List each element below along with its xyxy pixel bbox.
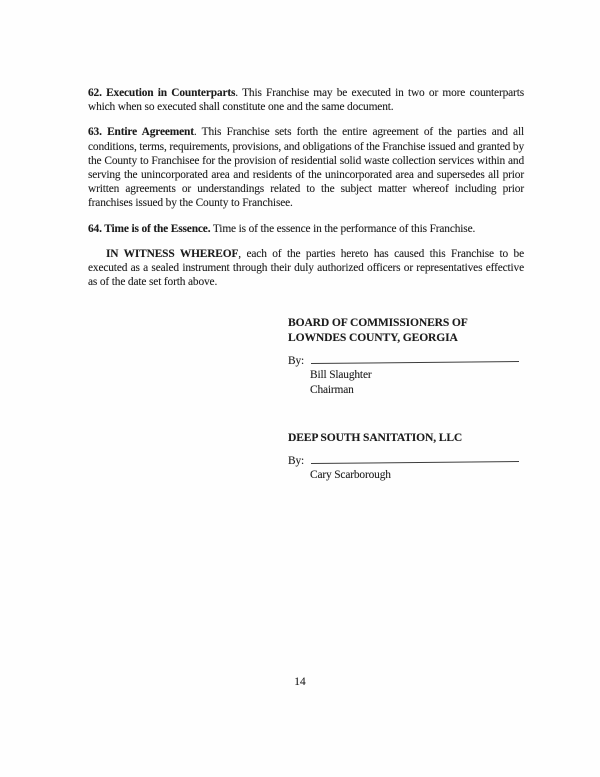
paragraph-63-text: . This Franchise sets forth the entire agreement of the parties and all conditions, terms, requirements, provisions, and obligations of the Franchise issued and granted by the County to Franchisee for the provision of residential solid waste collection services within and serving the unincorporated area and residents of the unincorporated area and supersedes all prior written agreements or understandings related to the subject matter whereof including prior franchises issued by the County to Franchisee. xyxy=(88,126,524,210)
signature-block-company xyxy=(288,431,524,483)
by-row xyxy=(288,352,524,368)
witness-clause-heading: IN WITNESS WHEREOF xyxy=(106,247,239,260)
signature-block-board xyxy=(288,316,524,396)
page-number: 14 xyxy=(294,676,306,688)
witness-clause xyxy=(88,247,524,290)
paragraph-62-text: . This Franchise may be executed in two or more counterparts which when so executed shall constitute one and the same document. xyxy=(88,87,525,114)
signature-line xyxy=(311,350,519,364)
signer-name: Bill Slaughter xyxy=(310,369,372,382)
signatory-org-line: BOARD OF COMMISSIONERS OF xyxy=(288,316,468,330)
witness-clause-text: , each of the parties hereto has caused this Franchise to be executed as a sealed instrument through their duly authorized officers or representatives effective as of the date set forth above. xyxy=(88,247,524,289)
signature-section xyxy=(288,316,524,482)
by-row xyxy=(288,452,524,468)
document-body xyxy=(88,86,524,483)
signatory-org-line: LOWNDES COUNTY, GEORGIA xyxy=(288,330,458,344)
by-label: By: xyxy=(288,455,305,468)
paragraph-63-heading: 63. Entire Agreement xyxy=(88,126,194,139)
signer-name: Cary Scarborough xyxy=(310,469,391,482)
signatory-org-line: DEEP SOUTH SANITATION, LLC xyxy=(288,430,463,444)
signer-title: Chairman xyxy=(310,383,354,396)
paragraph-63 xyxy=(88,125,524,210)
paragraph-64 xyxy=(88,222,524,236)
paragraph-62-heading: 62. Execution in Counterparts xyxy=(88,87,236,99)
paragraph-64-text: Time is of the essence in the performance of this Franchise. xyxy=(210,222,476,235)
paragraph-64-heading: 64. Time is of the Essence. xyxy=(88,222,211,235)
signature-line xyxy=(311,450,519,464)
by-label: By: xyxy=(288,355,305,368)
paragraph-62 xyxy=(88,86,524,114)
